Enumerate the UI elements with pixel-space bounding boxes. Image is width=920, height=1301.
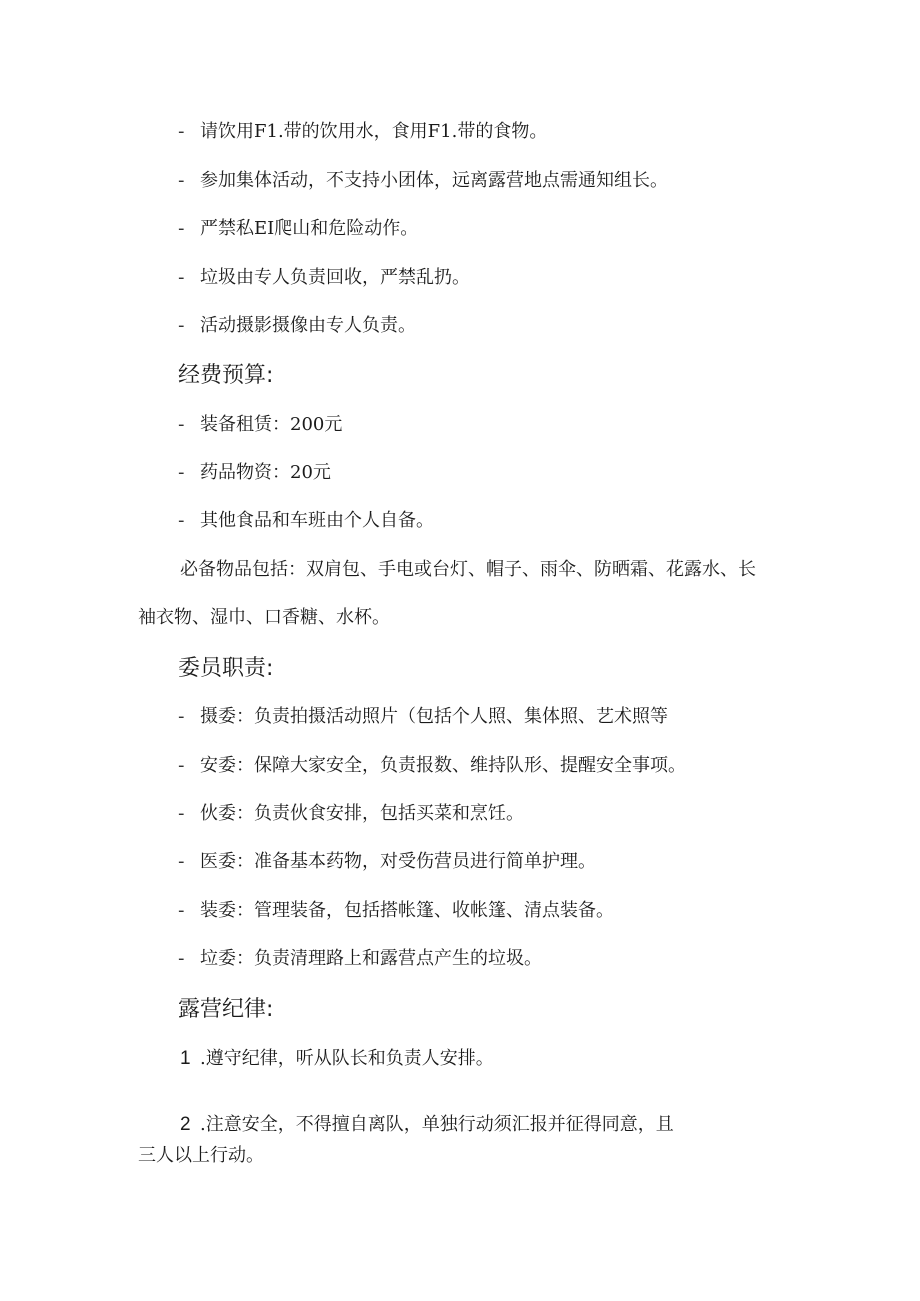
budget-item: 其他食品和车班由个人自备。 [200,510,434,531]
bullet-marker: - [178,900,185,921]
budget-item: 装备租赁：200元 [200,414,343,435]
duty-item: 垃委：负责清理路上和露营点产生的垃圾。 [200,948,542,969]
discipline-item: .遵守纪律，听从队长和负责人安排。 [200,1048,494,1069]
bullet-marker: - [178,315,185,336]
rule-item: 参加集体活动，不支持小团体，远离露营地点需通知组长。 [200,170,668,191]
discipline-number: 2 [180,1114,191,1135]
bullet-marker: - [178,755,185,776]
bullet-marker: - [178,510,185,531]
duty-item: 摄委：负责拍摄活动照片（包括个人照、集体照、艺术照等 [200,706,668,727]
bullet-marker: - [178,218,185,239]
duty-item: 医委：准备基本药物，对受伤营员进行简单护理。 [200,851,596,872]
bullet-marker: - [178,706,185,727]
bullet-marker: - [178,170,185,191]
bullet-marker: - [178,851,185,872]
bullet-marker: - [178,948,185,969]
essentials-line: 袖衣物、湿巾、口香糖、水杯。 [138,607,390,628]
budget-item: 药品物资：20元 [200,462,331,483]
rule-item: 严禁私EI爬山和危险动作。 [200,218,419,239]
bullet-marker: - [178,414,185,435]
discipline-number: 1 [180,1048,191,1069]
rule-item: 请饮用F1.带的饮用水，食用F1.带的食物。 [200,121,548,142]
duty-item: 装委：管理装备，包括搭帐篷、收帐篷、清点装备。 [200,900,614,921]
bullet-marker: - [178,121,185,142]
duty-item: 伙委：负责伙食安排，包括买菜和烹饪。 [200,803,524,824]
budget-heading: 经费预算: [178,363,274,388]
discipline-item: .注意安全，不得擅自离队，单独行动须汇报并征得同意，且 [200,1114,674,1135]
rule-item: 垃圾由专人负责回收，严禁乱扔。 [200,267,470,288]
duties-heading: 委员职责: [178,656,274,681]
bullet-marker: - [178,267,185,288]
duty-item: 安委：保障大家安全，负责报数、维持队形、提醒安全事项。 [200,755,686,776]
discipline-heading: 露营纪律: [178,997,274,1022]
bullet-marker: - [178,462,185,483]
bullet-marker: - [178,803,185,824]
essentials-line: 必备物品包括：双肩包、手电或台灯、帽子、雨伞、防晒霜、花露水、长 [180,559,756,580]
rule-item: 活动摄影摄像由专人负责。 [200,315,416,336]
discipline-item-continuation: 三人以上行动。 [138,1145,264,1166]
